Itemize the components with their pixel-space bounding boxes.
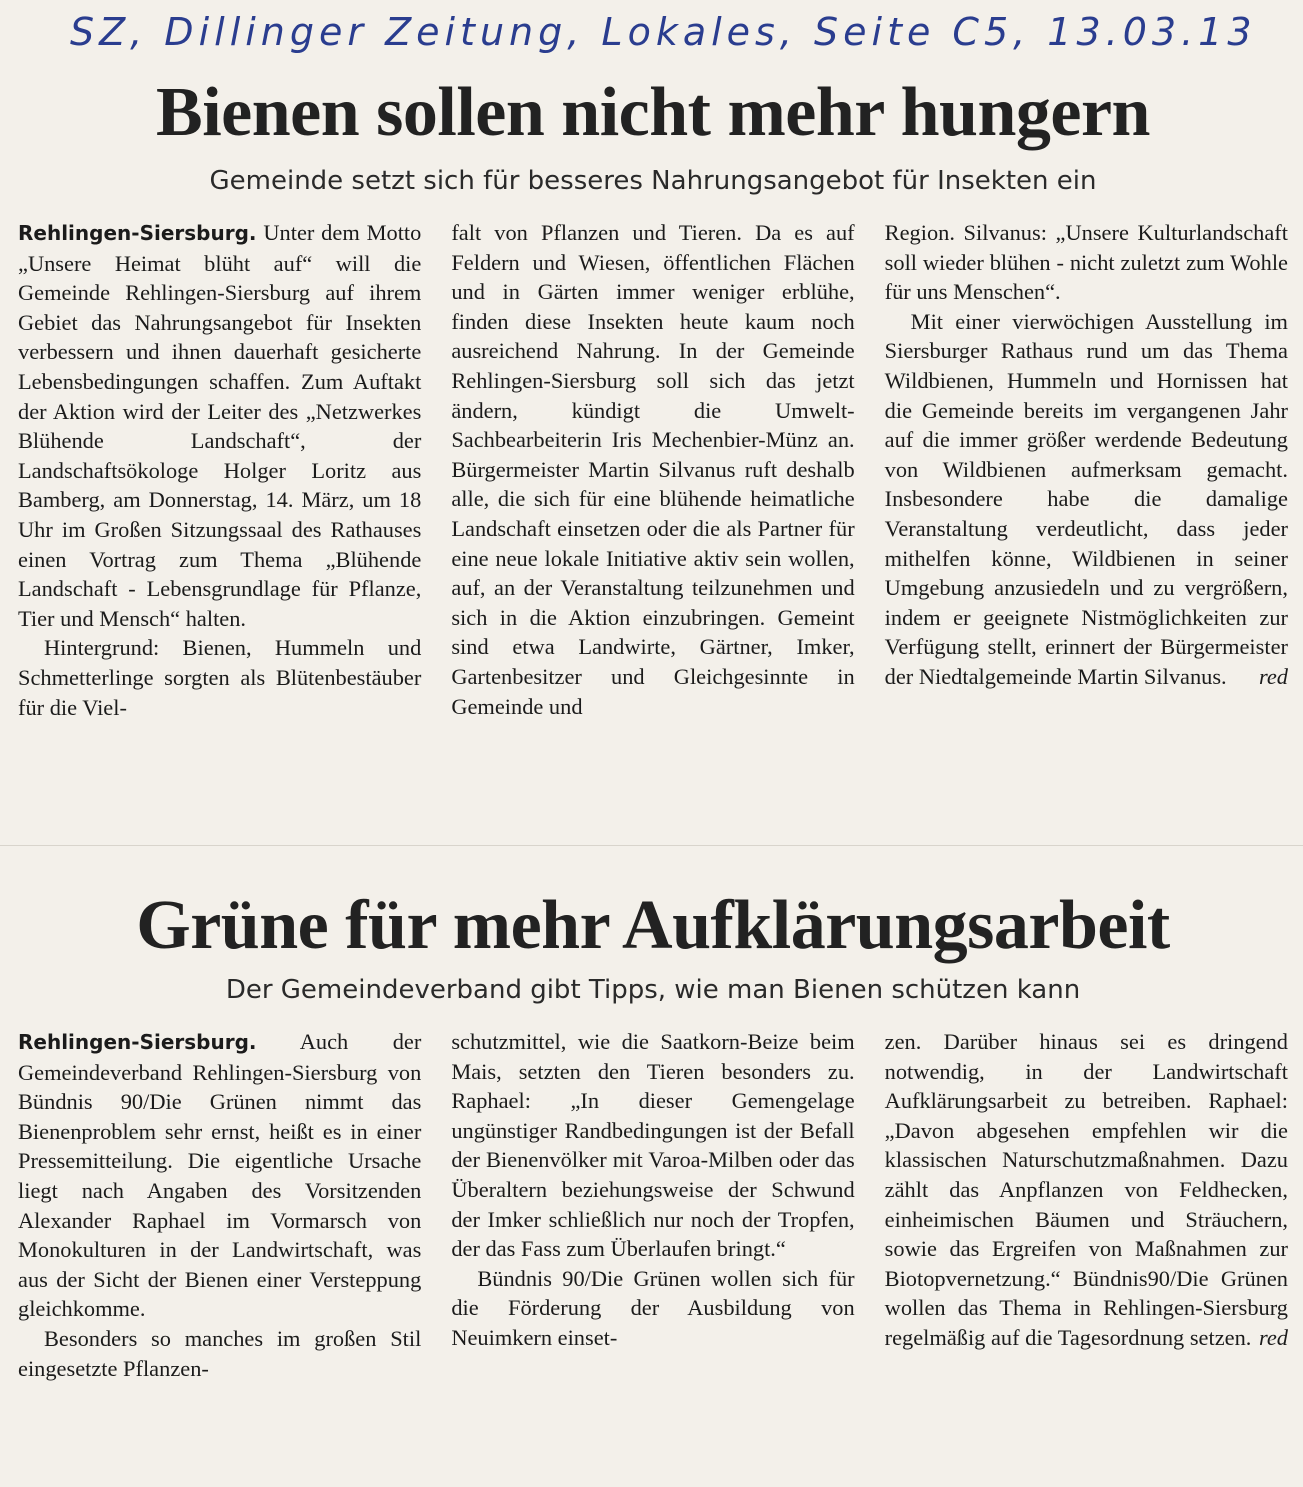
- paragraph: Hintergrund: Bienen, Hummeln und Schmetterlinge sorgten als Blütenbestäuber für die Viel-: [18, 635, 422, 720]
- dateline: Rehlingen-Siersburg.: [18, 1030, 257, 1054]
- paragraph: [885, 1027, 1288, 1353]
- article-bienen: [18, 72, 1288, 722]
- article-headline: Bienen sollen nicht mehr hungern: [156, 74, 1150, 151]
- paragraph: [885, 307, 1288, 692]
- article-columns: [18, 218, 1288, 722]
- article-column-3: [885, 1027, 1288, 1383]
- article-columns: [18, 1027, 1288, 1383]
- author-signature: red: [1258, 663, 1288, 689]
- paragraph: falt von Pflanzen und Tieren. Da es auf Feldern und Wiesen, öffentlichen Flächen und in Gärten immer weniger erblühe, finden diese Insekten heute kaum noch ausreichend Nahrung. In der Gemeinde Rehlingen-Siersburg soll sich das jetzt ändern, kündigt die Umwelt-Sachbearbeiterin Iris Mechenbier-Münz an. Bürgermeister Martin Silvanus ruft deshalb alle, die sich für eine blühende heimatliche Landschaft einsetzen oder die als Partner für eine neue lokale Initiative aktiv sein wollen, auf, an der Veranstaltung teilzunehmen und sich in die Aktion einzubringen. Gemeint sind etwa Landwirte, Gärtner, Imker, Gartenbesitzer und Gleichgesinnte in Gemeinde und: [451, 220, 855, 719]
- paragraph-text: Mit einer vierwöchigen Ausstellung im Siersburger Rathaus rund um das Thema Wildbienen, Hummeln und Hornissen hat die Gemeinde bereits im vergangenen Jahr auf die immer größer werdende Bedeutung von Wildbienen aufmerksam gemacht. Insbesondere habe die damalige Veranstaltung verdeutlicht, dass jeder mithelfen könne, Wildbienen in seiner Umgebung anzusiedeln und zu vergrößern, indem er geeignete Nistmöglichkeiten zur Verfügung stellt, erinnert der Bürgermeister der Niedtalgemeinde Martin Silvanus.: [884, 308, 1288, 689]
- paragraph-text: zen. Darüber hinaus sei es dringend notwendig, in der Landwirtschaft Aufklärungsarbeit zu betreiben. Raphael: „Davon abgesehen empfehlen wir die klassischen Naturschutzmaßnahmen. Dazu zählt das Anpflanzen von Feldhecken, einheimischen Bäumen und Sträuchern, sowie das Ergreifen von Maßnahmen zur Biotopvernetzung.“ Bündnis90/Die Grünen wollen das Thema in Rehlingen-Siersburg regelmäßig auf die Tagesordnung setzen.: [884, 1029, 1288, 1350]
- paragraph: Region. Silvanus: „Unsere Kulturlandschaft soll wieder blühen - nicht zuletzt zum Wohle für uns Menschen“.: [884, 220, 1288, 305]
- paragraph: Bündnis 90/Die Grünen wollen sich für die Förderung der Ausbildung von Neuimkern einset-: [451, 1265, 855, 1350]
- paragraph: Besonders so manches im großen Stil eingesetzte Pflanzen-: [18, 1325, 422, 1381]
- article-column-1: [18, 1027, 421, 1383]
- section-divider: [0, 845, 1303, 846]
- paragraph: [18, 1027, 421, 1324]
- paragraph-text: Auch der Gemeindeverband Rehlingen-Siersburg von Bündnis 90/Die Grünen nimmt das Bienenproblem sehr ernst, heißt es in einer Pressemitteilung. Die eigentliche Ursache liegt nach Angaben des Vorsitzenden Alexander Raphael im Vormarsch von Monokulturen in der Landwirtschaft, was aus der Sicht der Bienen einer Versteppung gleichkomme.: [18, 1029, 422, 1322]
- paragraph: [18, 218, 421, 633]
- paragraph: schutzmittel, wie die Saatkorn-Beize beim Mais, setzten den Tieren besonders zu. Raphael: „In dieser Gemengelage ungünstiger Randbedingungen ist der Befall der Bienenvölker mit Varoa-Milben oder das Überaltern beziehungsweise der Schwund der Imker schließlich nur noch der Tropfen, der das Fass zum Überlaufen bringt.“: [451, 1029, 855, 1262]
- handwritten-source-note: SZ, Dillinger Zeitung, Lokales, Seite C5, 13.03.13: [70, 10, 1257, 54]
- paragraph-text: Unter dem Motto „Unsere Heimat blüht auf“ will die Gemeinde Rehlingen-Siersburg auf ihrem Gebiet das Nahrungsangebot für Insekten verbessern und ihnen dauerhaft gesicherte Lebensbedingungen schaffen. Zum Auftakt der Aktion wird der Leiter des „Netzwerkes Blühende Landschaft“, der Landschaftsökologe Holger Loritz aus Bamberg, am Donnerstag, 14. März, um 18 Uhr im Großen Sitzungssaal des Rathauses einen Vortrag zum Thema „Blühende Landschaft - Lebensgrundlage für Pflanze, Tier und Mensch“ halten.: [18, 220, 422, 631]
- article-gruene: [18, 885, 1288, 1383]
- dateline: Rehlingen-Siersburg.: [18, 221, 257, 245]
- article-column-1: [18, 218, 421, 722]
- author-signature: red: [1258, 1324, 1288, 1350]
- article-column-2: [451, 1027, 854, 1383]
- article-column-2: [451, 218, 854, 722]
- article-subhead: Gemeinde setzt sich für besseres Nahrungsangebot für Insekten ein: [209, 166, 1097, 196]
- article-column-3: [885, 218, 1288, 722]
- article-subhead: Der Gemeindeverband gibt Tipps, wie man Bienen schützen kann: [225, 975, 1081, 1005]
- article-headline: Grüne für mehr Aufklärungsarbeit: [136, 887, 1170, 964]
